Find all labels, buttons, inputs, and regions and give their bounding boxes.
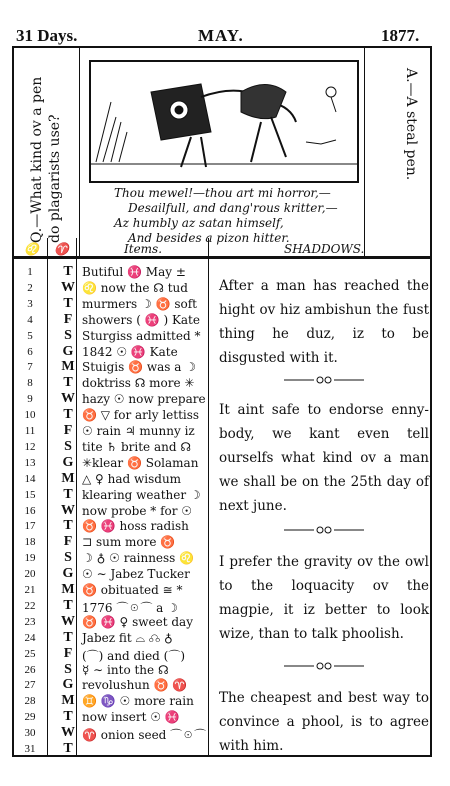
day-number: 29 [24,711,36,724]
day-number: 16 [24,504,36,517]
weekday-letter: T [63,295,73,311]
item-entry: ♉ obituated ≅ * [82,583,183,597]
weekday-letter: M [61,470,75,486]
weekday-letter: T [63,407,73,423]
weekday-letter: F [63,423,73,438]
month-title: MAY. [198,26,244,45]
item-entry: ☉ ∼ Jabez Tucker [82,567,190,582]
day-number: 21 [24,584,36,596]
day-number: 20 [24,568,36,581]
weekday-letter: M [61,693,75,709]
aries-icon: ♈ [54,242,69,256]
shadow-paragraph: After a man has reached the hight ov hiz ambishun the fust thing he duz, iz to be disgusted with it. [219,278,429,366]
weekday-letter: W [61,391,75,407]
day-number: 25 [24,647,36,660]
calendar-columns [14,238,430,755]
left-divider [79,48,80,256]
shadows-heading: SHADDOWS. [284,242,365,256]
item-entry: murmers ☽ ♉ soft [82,296,198,311]
day-number: 5 [27,329,33,342]
verse-line: Thou mewel!—thou art mi horror,— [114,186,331,200]
item-entry: ⊐ sum more ♉ [82,535,176,550]
weekday-letter: G [62,566,74,582]
weekday-letter: T [63,264,73,279]
riddle-question: Q.—What kind ov a pen do plagarists use? [29,76,63,243]
weekday-letter: F [63,311,73,327]
item-entry: Stuigis ♉ was a ☽ [82,360,196,375]
ornament-divider [284,520,364,530]
item-entry: ♈ onion seed ⌒☉⌒ [82,728,207,743]
day-number: 17 [24,520,36,533]
item-entry: ☉ rain ♃ munny iz [82,424,195,438]
day-number: 7 [27,361,33,374]
day-number: 12 [24,440,36,453]
weekday-letter: W [61,279,75,295]
weekday-letter: M [61,582,75,597]
item-entry: ♉ ♓ ♀ sweet day [82,614,193,629]
weekday-letter: W [61,502,75,518]
verse-line: And besides a pizon hitter. [128,231,290,245]
weekday-letter: F [63,645,73,661]
item-entry: (⌒) and died (⌒) [82,648,186,663]
item-entry: hazy ☉ now prepare [82,392,206,407]
right-divider [364,48,365,256]
item-entry: showers ( ♓ ) Kate [82,312,200,327]
item-entry: tite ♄ brite and ☊ [82,439,192,454]
item-entry: Sturgiss admitted * [82,328,201,343]
weekday-letter: T [63,629,73,645]
ornament-divider [284,656,364,666]
day-number: 8 [27,377,33,390]
verse-line: Desailfull, and dang'rous kritter,— [128,201,338,215]
day-number: 3 [27,297,33,310]
weekday-letter: S [64,550,72,566]
item-entry: 1842 ☉ ♓ Kate [82,344,178,359]
weekday-letter: T [63,597,73,613]
ornament-divider [284,370,364,380]
verse [114,186,364,246]
day-number: 15 [24,488,36,501]
shadow-paragraph: I prefer the gravity ov the owl to the loquacity ov the magpie, it iz better to look wize, than to talk phoolish. [219,554,429,642]
day-number: 31 [24,743,36,755]
day-number: 6 [27,345,33,358]
weekday-letter: W [61,725,75,741]
item-entry: klearing weather ☽ [82,487,201,502]
item-entry: ♌ now the ☊ tud [82,280,188,295]
day-number: 4 [27,313,33,326]
weekday-letter: T [63,486,73,502]
item-entry: ♊ ♑ ☉ more rain [82,694,194,709]
riddle-answer: A.—A steal pen. [403,68,419,181]
item-entry: Jabez fit ⌓ ☊ ♁ [82,630,173,645]
verse-line: Az humbly az satan himself, [114,216,284,230]
day-number: 1 [27,266,33,278]
days-count: 31 Days. [16,26,78,45]
day-number: 26 [24,663,36,676]
leo-icon: ♌ [24,242,39,256]
item-entry: doktriss ☊ more ✳ [82,376,195,391]
cartoon-illustration [89,60,359,183]
shadow-paragraph: It aint safe to endorse enny-body, we kant even tell ourselfs what kind ov a man we shall be on the 25th day of next june. [219,402,429,514]
weekday-letter: T [63,518,73,534]
weekday-letter: F [63,534,73,550]
day-number: 2 [27,281,33,294]
item-entry: Butiful ♓ May ± [82,265,186,279]
day-number: 19 [24,552,36,565]
item-entry: now probe * for ☉ [82,503,193,518]
day-number: 9 [27,393,33,406]
weekday-letter: S [64,327,72,343]
weekday-letter: W [61,613,75,629]
item-entry: ☽ ♁ ☉ rainness ♌ [82,551,195,566]
day-number: 22 [24,599,36,612]
item-entry: now insert ☉ ♓ [82,710,180,725]
weekday-letter: T [63,375,73,391]
day-number: 28 [24,695,36,708]
day-number: 24 [24,631,36,644]
weekday-letter: S [64,438,72,454]
weekday-letter: S [64,661,72,677]
day-number: 18 [24,536,36,549]
weekday-letter: T [63,709,73,725]
day-number: 23 [24,615,36,628]
item-entry: △ ♀ had wisdum [82,471,182,486]
weekday-letter: T [63,741,73,756]
items-heading: Items. [124,242,163,256]
weekday-letter: G [62,454,74,470]
year: 1877. [381,26,420,45]
day-number: 10 [24,409,36,422]
mule-cartoon-icon [91,62,357,181]
day-number: 14 [24,472,36,485]
weekday-letter: G [62,677,74,693]
shadow-paragraph: The cheapest and best way to convince a phool, is to agree with him. [219,690,429,754]
day-number: 11 [24,425,36,437]
item-entry: ✳klear ♉ Solaman [82,455,199,470]
weekday-letter: M [61,359,75,375]
day-number: 13 [24,456,36,469]
illustration-band [14,48,430,258]
item-entry: ♉ ♓ hoss radish [82,519,189,534]
item-entry: ☿ ∼ into the ☊ [82,662,169,677]
weekday-letter: G [62,343,74,359]
day-number: 30 [24,727,36,740]
almanac-page [12,46,432,757]
item-entry: revolushun ♉ ♈ [82,678,188,693]
day-number: 27 [24,679,36,692]
item-entry: ♉ ▽ for arly lettiss [82,408,200,423]
item-entry: 1776 ⌒☉⌒ a ☽ [82,600,178,615]
